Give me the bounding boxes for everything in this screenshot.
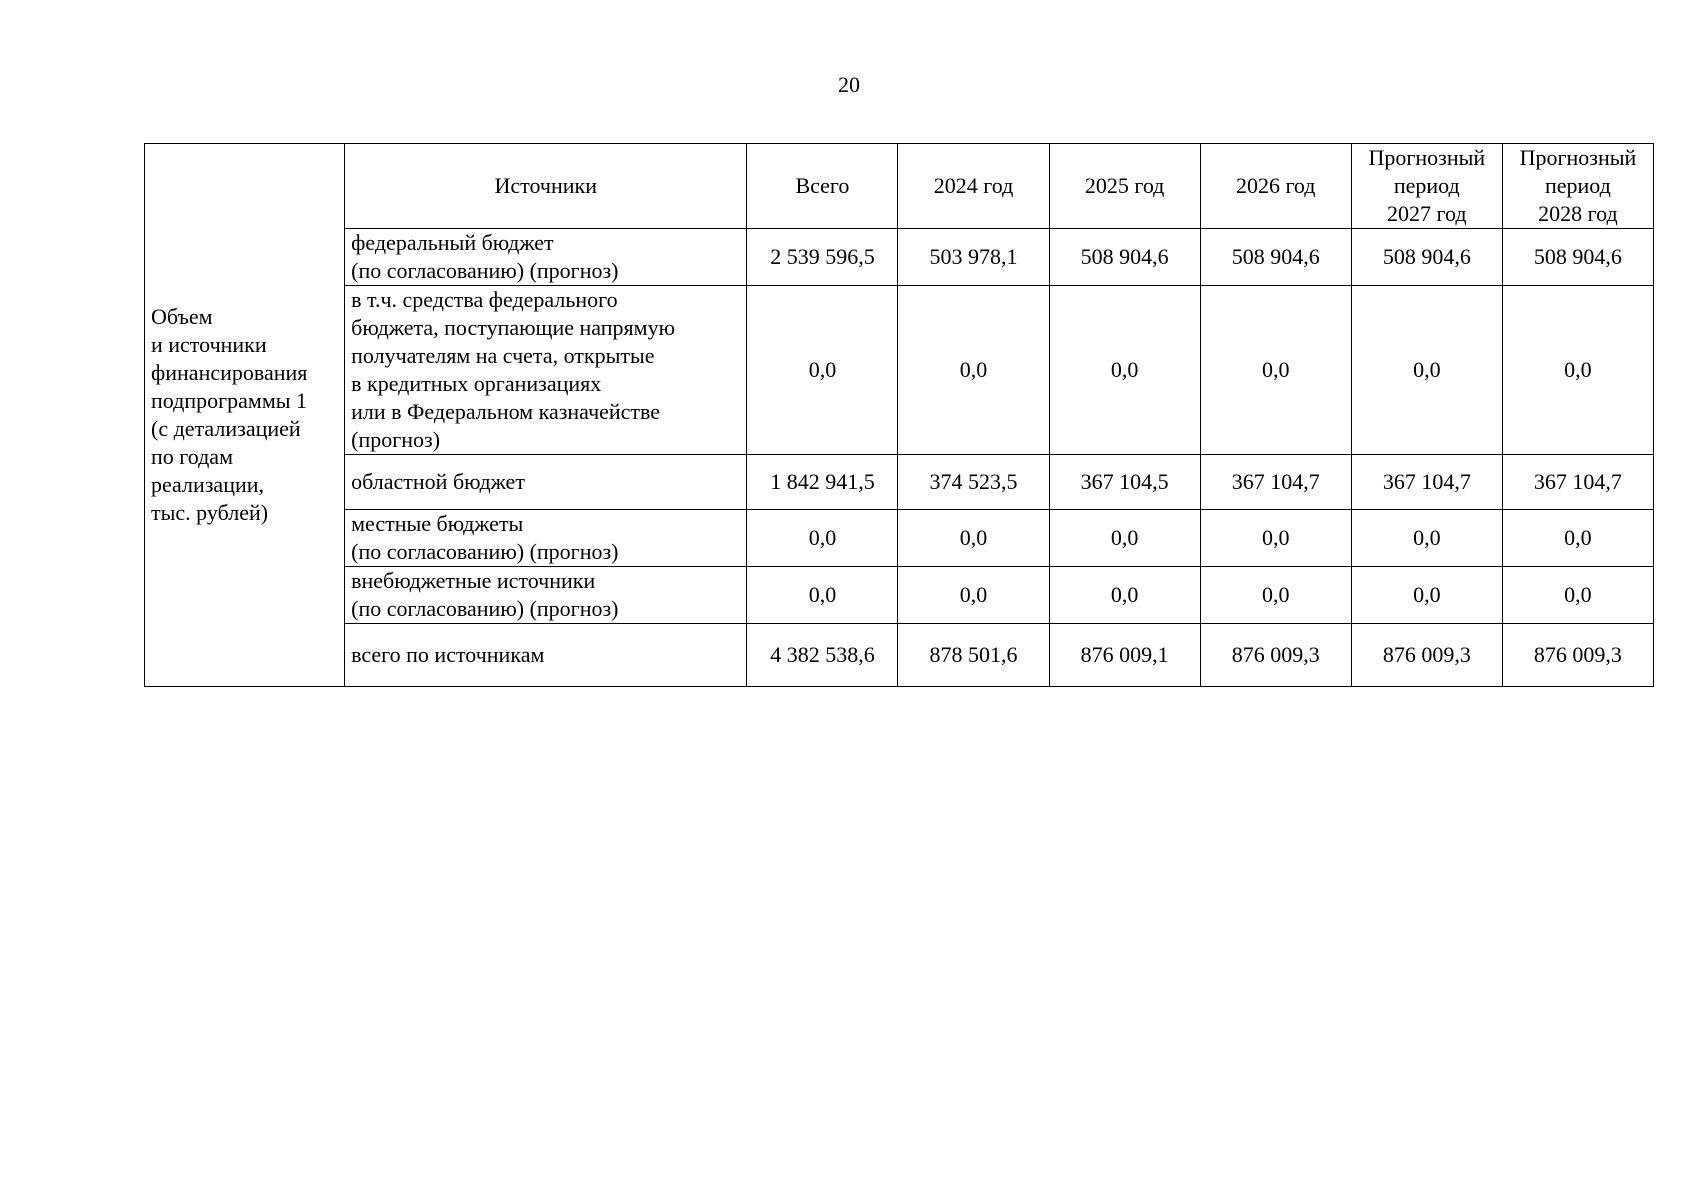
value-2027-cell: 508 904,6 xyxy=(1351,229,1502,286)
total-cell: 4 382 538,6 xyxy=(747,624,898,687)
header-2028: Прогнозный период 2028 год xyxy=(1502,144,1653,229)
header-total: Всего xyxy=(747,144,898,229)
table-row xyxy=(145,229,1654,286)
financing-table xyxy=(144,143,1654,687)
header-2026: 2026 год xyxy=(1200,144,1351,229)
value-2028-cell: 508 904,6 xyxy=(1502,229,1653,286)
value-2028-cell: 0,0 xyxy=(1502,286,1653,455)
row-label-cell: Объем и источники финансирования подпрограммы 1 (с детализацией по годам реализации, тыс. рублей) xyxy=(145,144,345,687)
value-2026-cell: 0,0 xyxy=(1200,567,1351,624)
value-2024-cell: 374 523,5 xyxy=(898,455,1049,510)
value-2024-cell: 878 501,6 xyxy=(898,624,1049,687)
value-2025-cell: 508 904,6 xyxy=(1049,229,1200,286)
value-2028-cell: 367 104,7 xyxy=(1502,455,1653,510)
table-header-row xyxy=(145,144,1654,229)
total-cell: 0,0 xyxy=(747,286,898,455)
value-2024-cell: 503 978,1 xyxy=(898,229,1049,286)
table-row xyxy=(145,624,1654,687)
value-2027-cell: 367 104,7 xyxy=(1351,455,1502,510)
value-2028-cell: 0,0 xyxy=(1502,510,1653,567)
total-cell: 1 842 941,5 xyxy=(747,455,898,510)
value-2025-cell: 367 104,5 xyxy=(1049,455,1200,510)
value-2024-cell: 0,0 xyxy=(898,510,1049,567)
value-2026-cell: 876 009,3 xyxy=(1200,624,1351,687)
total-cell: 2 539 596,5 xyxy=(747,229,898,286)
page-number: 20 xyxy=(838,72,860,97)
value-2028-cell: 0,0 xyxy=(1502,567,1653,624)
source-cell: федеральный бюджет (по согласованию) (прогноз) xyxy=(345,229,747,286)
table-row xyxy=(145,286,1654,455)
value-2025-cell: 0,0 xyxy=(1049,286,1200,455)
header-2025: 2025 год xyxy=(1049,144,1200,229)
value-2026-cell: 0,0 xyxy=(1200,286,1351,455)
value-2026-cell: 0,0 xyxy=(1200,510,1351,567)
value-2027-cell: 0,0 xyxy=(1351,510,1502,567)
source-cell: всего по источникам xyxy=(345,624,747,687)
source-cell: областной бюджет xyxy=(345,455,747,510)
header-2027: Прогнозный период 2027 год xyxy=(1351,144,1502,229)
value-2027-cell: 876 009,3 xyxy=(1351,624,1502,687)
value-2025-cell: 0,0 xyxy=(1049,567,1200,624)
header-source: Источники xyxy=(345,144,747,229)
source-cell: в т.ч. средства федерального бюджета, поступающие напрямую получателям на счета, открытые в кредитных организациях или в Федеральном казначействе (прогноз) xyxy=(345,286,747,455)
total-cell: 0,0 xyxy=(747,510,898,567)
source-cell: внебюджетные источники (по согласованию) (прогноз) xyxy=(345,567,747,624)
value-2025-cell: 876 009,1 xyxy=(1049,624,1200,687)
value-2025-cell: 0,0 xyxy=(1049,510,1200,567)
header-2024: 2024 год xyxy=(898,144,1049,229)
source-cell: местные бюджеты (по согласованию) (прогноз) xyxy=(345,510,747,567)
value-2024-cell: 0,0 xyxy=(898,286,1049,455)
value-2026-cell: 367 104,7 xyxy=(1200,455,1351,510)
value-2027-cell: 0,0 xyxy=(1351,567,1502,624)
value-2026-cell: 508 904,6 xyxy=(1200,229,1351,286)
value-2027-cell: 0,0 xyxy=(1351,286,1502,455)
total-cell: 0,0 xyxy=(747,567,898,624)
value-2024-cell: 0,0 xyxy=(898,567,1049,624)
table-row xyxy=(145,455,1654,510)
value-2028-cell: 876 009,3 xyxy=(1502,624,1653,687)
table-row xyxy=(145,510,1654,567)
table-row xyxy=(145,567,1654,624)
